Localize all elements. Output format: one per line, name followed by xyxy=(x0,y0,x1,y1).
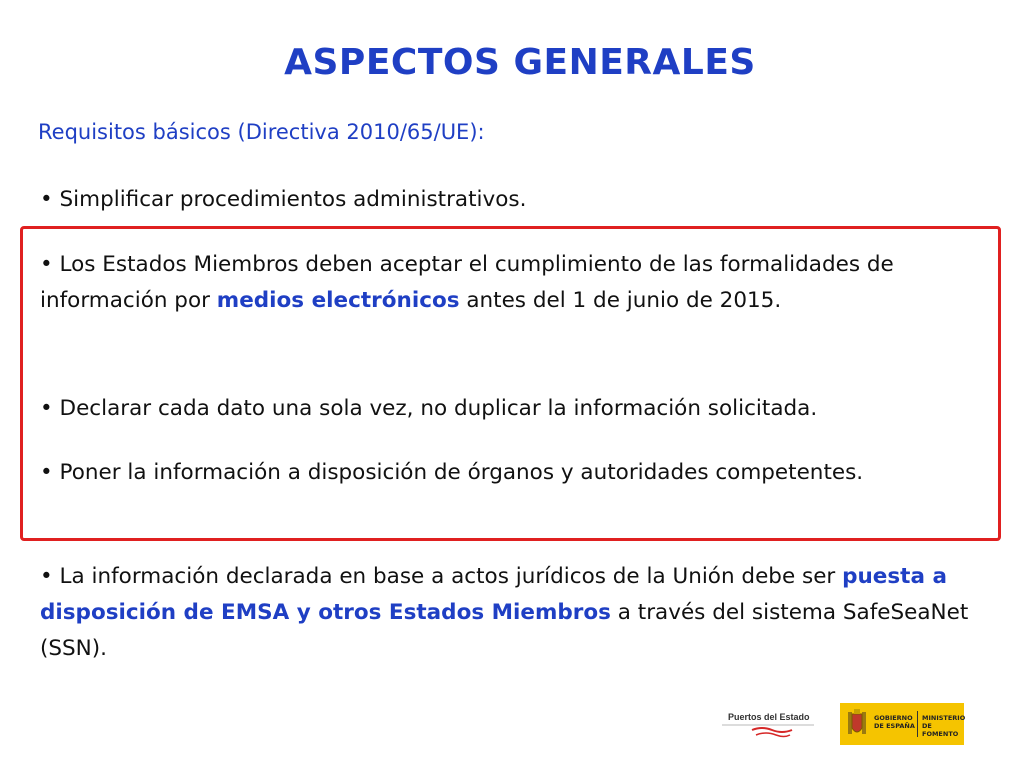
bullet-5-highlight: puesta a disposición de EMSA y otros Estados Miembros xyxy=(40,564,947,625)
bullet-2-text-after: antes del 1 de junio de 2015. xyxy=(459,288,782,313)
bullet-5-text-before: • La información declarada en base a actos jurídicos de la Unión debe ser xyxy=(40,564,843,589)
subtitle: Requisitos básicos (Directiva 2010/65/UE): xyxy=(38,120,485,144)
puertos-del-estado-logo xyxy=(722,708,814,742)
slide-title: ASPECTOS GENERALES xyxy=(284,42,756,83)
bullet-3: • Declarar cada dato una sola vez, no duplicar la información solicitada. xyxy=(40,396,818,421)
logo-divider xyxy=(917,711,918,737)
puertos-logo-mark xyxy=(722,722,814,742)
bullet-4: • Poner la información a disposición de órganos y autoridades competentes. xyxy=(40,460,864,485)
bullet-5 xyxy=(40,559,990,667)
gobierno-text: GOBIERNO xyxy=(874,714,913,722)
fomento-text: DE FOMENTO xyxy=(922,722,959,738)
coat-of-arms-icon xyxy=(845,708,869,740)
bullet-5-text-after: a través del sistema SafeSeaNet (SSN). xyxy=(40,600,969,661)
espana-text: DE ESPAÑA xyxy=(874,722,915,730)
gobierno-espana-logo xyxy=(840,703,964,745)
bullet-2-text-before: • Los Estados Miembros deben aceptar el cumplimiento de las formalidades de información por xyxy=(40,252,894,313)
puertos-logo-text: Puertos del Estado xyxy=(728,712,810,722)
bullet-1: • Simplificar procedimientos administrativos. xyxy=(40,187,527,212)
bullet-2-highlight: medios electrónicos xyxy=(216,288,460,313)
ministerio-text: MINISTERIO xyxy=(922,714,966,722)
bullet-2 xyxy=(40,247,990,319)
